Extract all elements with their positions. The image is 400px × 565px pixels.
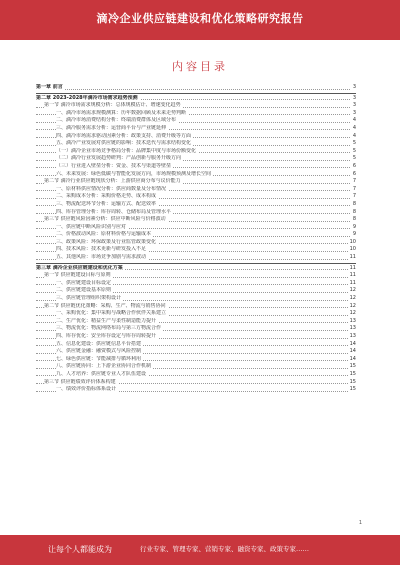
toc-entry-title: 一、滴冷市场需求规模测算：历年数据回顾及未来走势判断 [56,109,187,116]
footer-tagline: 行业专家、管理专家、营销专家、融资专家、政策专家…… [140,545,309,553]
toc-entry-title: 一、供应链建设目标设定 [56,279,112,286]
toc-entry[interactable] [36,125,356,133]
toc-entry-title: 八、供应链协同：上下游企业协同合作机制 [56,363,152,370]
toc-entry-title: 第三节 供应链绩效评价体系构建 [44,378,116,385]
toc-entry-title: 六、未来发展：绿色低碳与智能化发展方向，市场规模预测及增长空间 [56,170,212,177]
toc-entry-title: 九、人才培养：供应链专业人才队伍建设 [56,370,147,377]
toc-entry-page: 10 [349,238,356,245]
toc-entry-title: 三、供应链管理组织架构设计 [56,295,122,302]
toc-entry[interactable] [36,163,356,171]
toc-entry-page: 15 [349,370,356,377]
toc-entry[interactable] [36,224,356,232]
toc-entry-title: 七、绿色供应链：节能减排与循环利用 [56,355,142,362]
toc-entry[interactable] [36,140,356,148]
toc-entry-title: 一、供应链中断风险识别与应对 [56,223,127,230]
toc-entry[interactable] [36,280,356,288]
toc-entry-page: 13 [349,317,356,324]
toc-entry[interactable] [36,272,356,280]
toc-entry-title: 二、价格波动风险：原材料价格与运输成本 [56,231,152,238]
toc-entry-page: 5 [352,147,356,154]
toc-entry-page: 13 [349,333,356,339]
toc-entry-title: 第二节 供应链优化策略：采购、生产、物流与销售协同 [44,302,166,309]
toc-entry-page: 15 [349,386,356,393]
toc-entry-page: 7 [352,193,356,200]
report-title: 滴冷企业供应链建设和优化策略研究报告 [96,12,304,25]
footer-slogan: 让每个人都能成为 [48,545,112,554]
toc-entry[interactable] [36,295,356,303]
toc-entry-title: 第一节 供应链建设目标与原则 [44,272,111,279]
toc-entry[interactable] [36,379,356,387]
toc-entry[interactable] [36,363,356,371]
toc-entry[interactable] [36,287,356,295]
toc-entry-title: 第三节 供应链风险因素分析：供应中断风险与价格波动 [44,216,166,223]
toc-entry-page: 7 [352,178,356,185]
toc-entry-page: 5 [352,140,356,147]
report-header-bar [0,0,400,40]
toc-entry-title: 第一节 滴冷市场需求规模分析：总体规模估计、增速变化趋势 [44,102,181,109]
toc-entry[interactable] [36,246,356,254]
toc-entry-page: 15 [349,363,356,370]
toc-entry[interactable] [36,186,356,194]
toc-entry[interactable] [36,371,356,379]
toc-entry-title: 二、供应链建设基本原则 [56,287,112,294]
toc-entry[interactable] [36,155,356,163]
toc-entry[interactable] [36,117,356,125]
toc-entry-title: 一、采购优化：集中采购与战略合作伙伴关系建立 [56,310,167,317]
toc-leader-dots [36,89,356,90]
toc-entry-title: 第二章 2023-2028年滴冷市场需求趋势预测 [36,94,138,101]
toc-heading: 内容目录 [172,60,228,73]
toc-entry[interactable] [36,148,356,156]
toc-entry[interactable] [36,356,356,364]
page-number: 1 [358,520,362,526]
toc-entry-title: 第三章 滴冷企业供应链建设和优化方案 [36,264,123,271]
toc-entry[interactable] [36,303,356,311]
toc-entry-page: 8 [352,208,356,215]
toc-entry-page: 12 [349,295,356,302]
toc-entry-title: （二）滴冷行业发展趋势研判：产品创新与服务升级方向 [56,155,182,162]
document-page [36,48,364,518]
toc-entry-title: 三、政策风险：环保政策及行业监管政策变化 [56,238,157,245]
toc-entry-title: 第一章 前言 [36,84,63,90]
toc-entry-page: 12 [349,287,356,294]
toc-entry-title: 五、其他风险：市场竞争加剧与需求波动 [56,254,147,261]
toc-entry[interactable] [36,318,356,326]
toc-entry-title: 二、滴冷市场消费结构分析：终端消费群体及区域分布 [56,117,177,124]
toc-entry-title: 四、滴冷市场需求驱动因素分析：政策支持、消费升级等方面 [56,132,192,139]
toc-entry-title: 五、滴冷产业发展对供应链的影响：技术迭代与需求结构变化 [56,140,192,147]
toc-entry-page: 5 [352,155,356,162]
toc-entry-title: 四、库存管理分析：库存周转、仓储布局及管理水平 [56,208,172,215]
toc-entry-page: 4 [352,117,356,124]
toc-entry-page: 4 [352,124,356,131]
toc-entry-title: 二、采购成本分析：采购价格走势、成本构成 [56,193,157,200]
toc-entry-title: （三）行业进入壁垒分析：资金、技术与渠道等壁垒 [56,162,172,169]
toc-entry-page: 13 [349,325,356,332]
toc-entry-title: 四、库存优化：安全库存设定与库存周转提升 [56,333,157,339]
toc-divider [36,263,356,264]
toc-entry[interactable] [36,216,356,224]
toc-entry-page: 3 [352,109,356,116]
toc-entry[interactable] [36,325,356,333]
toc-entry-title: 第二节 滴冷行业供应链现状分析：上游供应商分布与议价能力 [44,178,181,185]
toc-divider [36,93,356,94]
toc-entry-page: 9 [352,231,356,238]
toc-entry[interactable] [36,348,356,356]
toc-entry-page: 8 [352,200,356,207]
toc-entry[interactable] [36,209,356,217]
toc-entry-page: 12 [349,310,356,317]
toc-entry-title: 三、物流配送环节分析：运输方式、配送效率 [56,200,157,207]
toc-entry-page: 11 [349,272,356,279]
toc-entry[interactable] [36,102,356,110]
toc-entry-page: 11 [349,279,356,286]
toc-entry-title: 五、信息化建设：供应链信息平台搭建 [56,340,142,347]
toc-entry-page: 6 [352,162,356,169]
toc-entry[interactable] [36,171,356,179]
toc-entry[interactable] [36,201,356,209]
toc-entry[interactable] [36,84,356,92]
toc-entry-page: 12 [349,302,356,309]
toc-entry-title: 三、物流优化：物流网络布局与第三方物流合作 [56,325,162,332]
toc-entry[interactable] [36,231,356,239]
toc-entry[interactable] [36,239,356,247]
toc-entry-title: 三、滴冷服务需求分析：运营商平台与产业链延伸 [56,124,167,131]
toc-entry-title: 四、技术风险：技术更新与研发投入不足 [56,246,147,253]
toc-entry[interactable] [36,310,356,318]
toc-entry[interactable] [36,110,356,118]
toc-entry-page: 14 [349,348,356,355]
toc-entry[interactable] [36,341,356,349]
toc-entry-title: 二、生产优化：精益生产与柔性制造能力提升 [56,317,157,324]
toc-entry[interactable] [36,333,356,341]
toc-entry-page: 10 [349,246,356,253]
toc-entry-title: 一、绩效评价指标体系设计 [56,386,117,393]
table-of-contents [36,84,356,394]
toc-entry-page: 11 [349,254,356,261]
footer-bar [0,535,400,565]
toc-entry[interactable] [36,193,356,201]
toc-entry-page: 14 [349,355,356,362]
toc-entry-page: 6 [352,170,356,177]
toc-entry[interactable] [36,386,356,394]
toc-entry-page: 7 [352,185,356,192]
toc-entry[interactable] [36,265,356,273]
toc-entry-title: 六、供应链金融：融资模式与风险控制 [56,348,142,355]
toc-entry-page: 3 [352,102,356,109]
toc-entry[interactable] [36,95,356,103]
toc-entry-page: 14 [349,340,356,347]
toc-entry[interactable] [36,133,356,141]
toc-entry-title: （一）滴冷企业市场竞争格局分析：品牌集中度与市场份额变化 [56,147,197,154]
toc-entry[interactable] [36,254,356,262]
toc-entry-page: 15 [349,378,356,385]
toc-entry-page: 3 [352,94,356,101]
toc-entry-page: 3 [352,84,356,90]
toc-entry[interactable] [36,178,356,186]
toc-entry-page: 8 [352,216,356,223]
toc-entry-page: 11 [349,264,356,271]
toc-entry-page: 4 [352,132,356,139]
toc-entry-page: 9 [352,223,356,230]
toc-entry-title: 一、原材料供应情况分析：供应商数量及分布情况 [56,185,167,192]
